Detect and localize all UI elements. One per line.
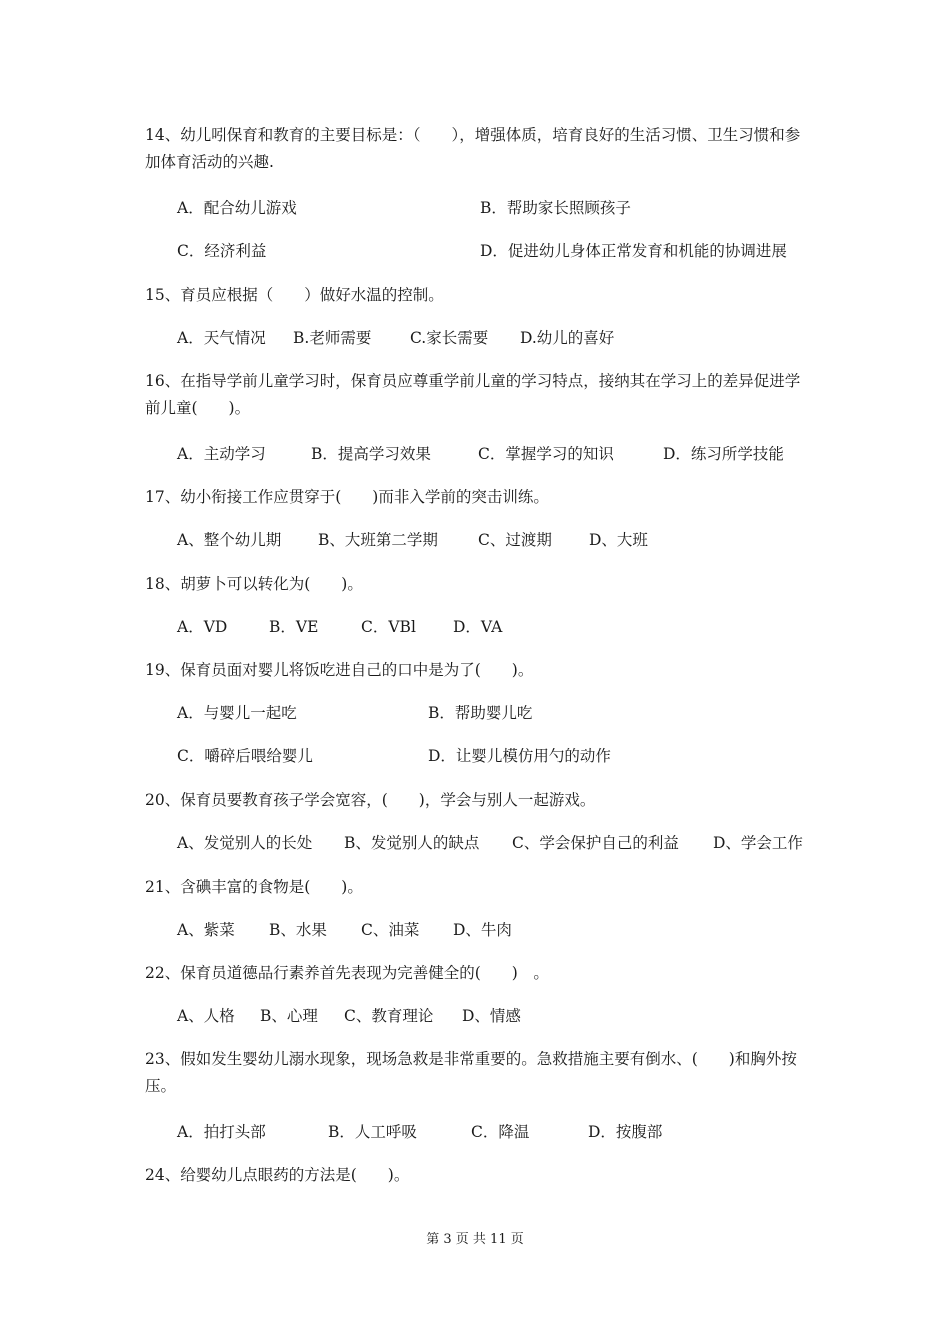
question-stem: 17、幼小衔接工作应贯穿于( )而非入学前的突击训练。: [145, 488, 549, 506]
answer-option: D．按腹部: [588, 1123, 663, 1141]
answer-option: C、过渡期: [478, 531, 552, 549]
answer-option: B．帮助家长照顾孩子: [480, 199, 631, 217]
answer-option: B．VE: [269, 618, 319, 636]
question-stem: 18、胡萝卜可以转化为( )。: [145, 575, 363, 593]
answer-option: C．嚼碎后喂给婴儿: [177, 747, 313, 765]
answer-option: B、大班第二学期: [318, 531, 438, 549]
answer-option: D．促进幼儿身体正常发育和机能的协调进展: [480, 242, 787, 260]
answer-option: A．主动学习: [177, 445, 266, 463]
answer-option: A、发觉别人的长处: [177, 834, 313, 852]
question-stem: 19、保育员面对婴儿将饭吃进自己的口中是为了( )。: [145, 661, 534, 679]
answer-option: D．VA: [453, 618, 503, 636]
answer-option: C．降温: [471, 1123, 530, 1141]
answer-option: B、发觉别人的缺点: [344, 834, 480, 852]
answer-option: B．人工呼吸: [328, 1123, 417, 1141]
page-footer: 第 3 页 共 11 页: [426, 1232, 524, 1247]
answer-option: C．VBl: [361, 618, 416, 636]
answer-option: A、人格: [177, 1007, 235, 1025]
answer-option: C、教育理论: [344, 1007, 434, 1025]
answer-option: B．帮助婴儿吃: [428, 704, 533, 722]
answer-option: A．VD: [177, 618, 228, 636]
question-stem: 16、在指导学前儿童学习时，保育员应尊重学前儿童的学习特点，接纳其在学习上的差异促进学前儿童( )。: [145, 372, 801, 417]
question-stem: 14、幼儿吲保育和教育的主要目标是：（ ），增强体质，培育良好的生活习惯、卫生习惯和参加体育活动的兴趣.: [145, 126, 801, 171]
answer-option: A、紫菜: [177, 921, 235, 939]
answer-option: C、学会保护自己的利益: [512, 834, 679, 852]
answer-option: D．练习所学技能: [663, 445, 784, 463]
answer-option: B．提高学习效果: [311, 445, 431, 463]
question-stem: 24、给婴幼儿点眼药的方法是( )。: [145, 1166, 410, 1184]
answer-option: B、心理: [260, 1007, 318, 1025]
answer-option: A、整个幼儿期: [177, 531, 282, 549]
answer-option: C．经济利益: [177, 242, 267, 260]
answer-option: A．天气情况: [177, 329, 266, 347]
answer-option: C．掌握学习的知识: [478, 445, 614, 463]
question-stem: 20、保育员要教育孩子学会宽容，( )，学会与别人一起游戏。: [145, 791, 596, 809]
question-stem: 21、含碘丰富的食物是( )。: [145, 878, 363, 896]
answer-option: D、学会工作: [713, 834, 803, 852]
answer-option: C.家长需要: [410, 329, 489, 347]
answer-option: A．配合幼儿游戏: [177, 199, 297, 217]
answer-option: C、油菜: [361, 921, 420, 939]
answer-option: D．让婴儿模仿用勺的动作: [428, 747, 611, 765]
answer-option: B、水果: [269, 921, 327, 939]
answer-option: A．拍打头部: [177, 1123, 266, 1141]
question-stem: 22、保育员道德品行素养首先表现为完善健全的( ) 。: [145, 964, 549, 982]
answer-option: D、牛肉: [453, 921, 512, 939]
answer-option: D.幼儿的喜好: [520, 329, 615, 347]
question-stem: 15、育员应根据（ ）做好水温的控制。: [145, 286, 444, 304]
answer-option: D、大班: [589, 531, 648, 549]
answer-option: A．与婴儿一起吃: [177, 704, 297, 722]
answer-option: D、情感: [462, 1007, 521, 1025]
answer-option: B.老师需要: [293, 329, 372, 347]
question-stem: 23、假如发生婴幼儿溺水现象，现场急救是非常重要的。急救措施主要有倒水、( )和胸外按压。: [145, 1050, 797, 1095]
